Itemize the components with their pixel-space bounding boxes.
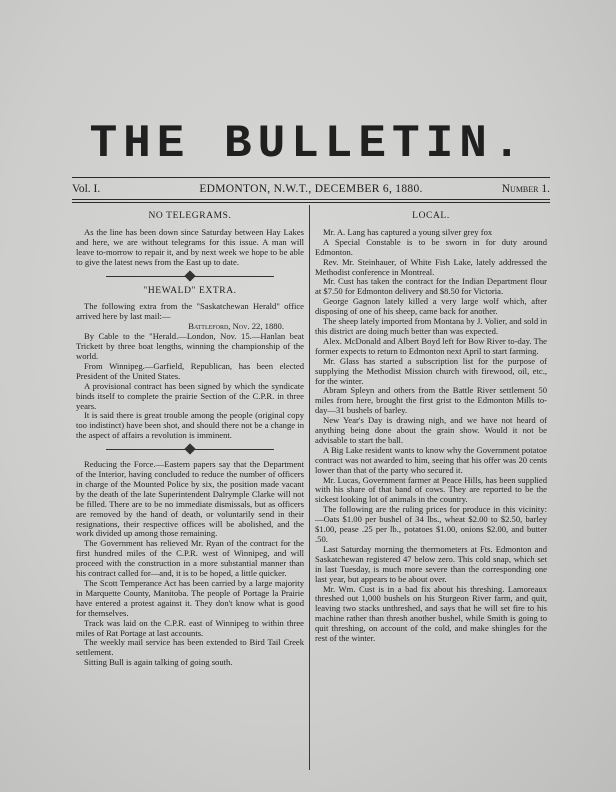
local-item: Rev. Mr. Steinhauer, of White Fish Lake, lately addressed the Methodist conference in Montreal.: [315, 256, 547, 277]
telegrams-paragraph: As the line has been down since Saturday between Hay Lakes and here, we are without telegrams for this issue. A man will leave to-morrow to repair it, and by next week we hope to be able to give the latest news from the East up to date.: [76, 226, 304, 267]
issue-dateline: EDMONTON, N.W.T., DECEMBER 6, 1880.: [199, 183, 423, 195]
extra-intro: The following extra from the "Saskatchewan Herald" office arrived here by last mail:—: [76, 301, 304, 322]
local-item: Mr. Lucas, Government farmer at Peace Hills, has been supplied with his share of that band of cows. They are reported to be the sickest looking lot of animals in the country.: [315, 474, 547, 505]
telegrams-heading: NO TELEGRAMS.: [148, 211, 232, 221]
masthead-rule: [72, 177, 550, 178]
force-paragraph-1: Reducing the Force.—Eastern papers say that the Department of the Interior, having concluded to reduce the number of officers in charge of the Mounted Police by six, the position made vacant by the death of the late Superintendent Dalrymple Clarke will not be filled. There are to be no immediate dismissals, but as officers are removed by the hand of death, or voluntarily send in their resignations, their respective offices will be abolished, and the work divided up among those remaining.: [76, 459, 304, 539]
local-heading: LOCAL.: [412, 211, 450, 221]
volume-label: Vol. I.: [72, 183, 101, 195]
extra-paragraph-2: From Winnipeg.—Garfield, Republican, has been elected President of the United States.: [76, 360, 304, 381]
local-item: Mr. Glass has started a subscription list for the purpose of supplying the Methodist Mission church with firewood, oil, etc., for the winter.: [315, 355, 547, 386]
local-item: Abram Spleyn and others from the Battle River settlement 50 miles from here, brought the first grist to the Edmonton Mills to-day—31 bushels of barley.: [315, 385, 547, 416]
force-paragraph-5: The weekly mail service has been extended to Bird Tail Creek settlement.: [76, 637, 304, 658]
issue-info-line: [72, 181, 550, 197]
local-item: The following are the ruling prices for produce in this vicinity:—Oats $1.00 per bushel of 34 lbs., wheat $2.00 to $2.50, barley $1.00, pease .25 per lb., potatoes $1.00, onions $2.00, and butter .50.: [315, 504, 547, 544]
local-item: Last Saturday morning the thermometers at Fts. Edmonton and Saskatchewan registered 47 below zero. This cold snap, which set in last Tuesday, is much more severe than the corresponding one last year, but appears to be about over.: [315, 543, 547, 584]
local-item: Alex. McDonald and Albert Boyd left for Bow River to-day. The former expects to return to Edmonton next April to start farming.: [315, 335, 547, 356]
force-paragraph-3: The Scott Temperance Act has been carried by a large majority in Marquette County, Manitoba. The people of Portage la Prairie have entered a protest against it. They don't know what is good for themselves.: [76, 578, 304, 618]
local-item: New Year's Day is drawing nigh, and we have not heard of anything being done about the grain show. Would it not be advisable to start the ball.: [315, 415, 547, 445]
local-item: A Big Lake resident wants to know why the Government potatoe contract was not awarded to him, seeing that his offer was 20 cents lower than that of the party who secured it.: [315, 444, 547, 475]
extra-paragraph-1: By Cable to the "Herald.—London, Nov. 15.—Hanlan beat Trickett by three boat lengths, winning the championship of the world.: [76, 331, 304, 361]
column-divider: [309, 205, 310, 770]
extra-dateline: Battleford, Nov. 22, 1880.: [188, 321, 284, 332]
local-item: Mr. A. Lang has captured a young silver grey fox: [323, 226, 493, 237]
local-item: Mr. Wm. Cust is in a bad fix about his threshing. Lamoreaux threshed out 1,000 bushels on his Sturgeon River farm, and quit, leaving two stacks unthreshed, and says that he will set fire to his machine rather than thresh another bushel, while Smith is going to quit threshing, on account of the cold, and make shingles for the rest of the winter.: [315, 583, 547, 644]
header-rule-lower: [72, 202, 550, 203]
local-item: A Special Constable is to be sworn in for duty around Edmonton.: [315, 236, 547, 257]
ornament-divider: [76, 445, 304, 455]
local-item: George Gagnon lately killed a very large wolf which, after disposing of one of his sheep, came back for another.: [315, 296, 547, 317]
force-paragraph-4: Track was laid on the C.P.R. east of Winnipeg to within three miles of Rat Portage at last accounts.: [76, 617, 304, 638]
force-paragraph-6: Sitting Bull is again talking of going south.: [84, 657, 233, 668]
extra-heading: "HEWALD" EXTRA.: [143, 285, 237, 296]
issue-number: Number 1.: [501, 183, 550, 195]
extra-paragraph-3: A provisional contract has been signed by which the syndicate binds itself to complete the prairie Section of the C.P.R. in three years.: [76, 380, 304, 411]
masthead-title: THE BULLETIN.: [89, 118, 527, 170]
ornament-divider: [76, 272, 304, 282]
right-column: [315, 210, 547, 644]
header-rule-upper: [72, 199, 550, 200]
force-paragraph-2: The Government has relieved Mr. Ryan of the contract for the first hundred miles of the C.P.R. west of Winnipeg, and will proceed with the construction in a more substantial manner than his contract called for—and, it is to be hoped, a little quicker.: [76, 538, 304, 579]
extra-paragraph-4: It is said there is great trouble among the people (original copy too indistinct) have been shot, and should there not be a change in the aspect of affairs a revolution is imminent.: [76, 410, 304, 441]
left-column: [76, 210, 304, 668]
local-item: The sheep lately imported from Montana by J. Volier, and sold in this district are doing much better than was expected.: [315, 316, 547, 336]
local-item: Mr. Cust has taken the contract for the Indian Department flour at $7.50 for Edmonton delivery and $8.50 for Victoria.: [315, 276, 547, 297]
